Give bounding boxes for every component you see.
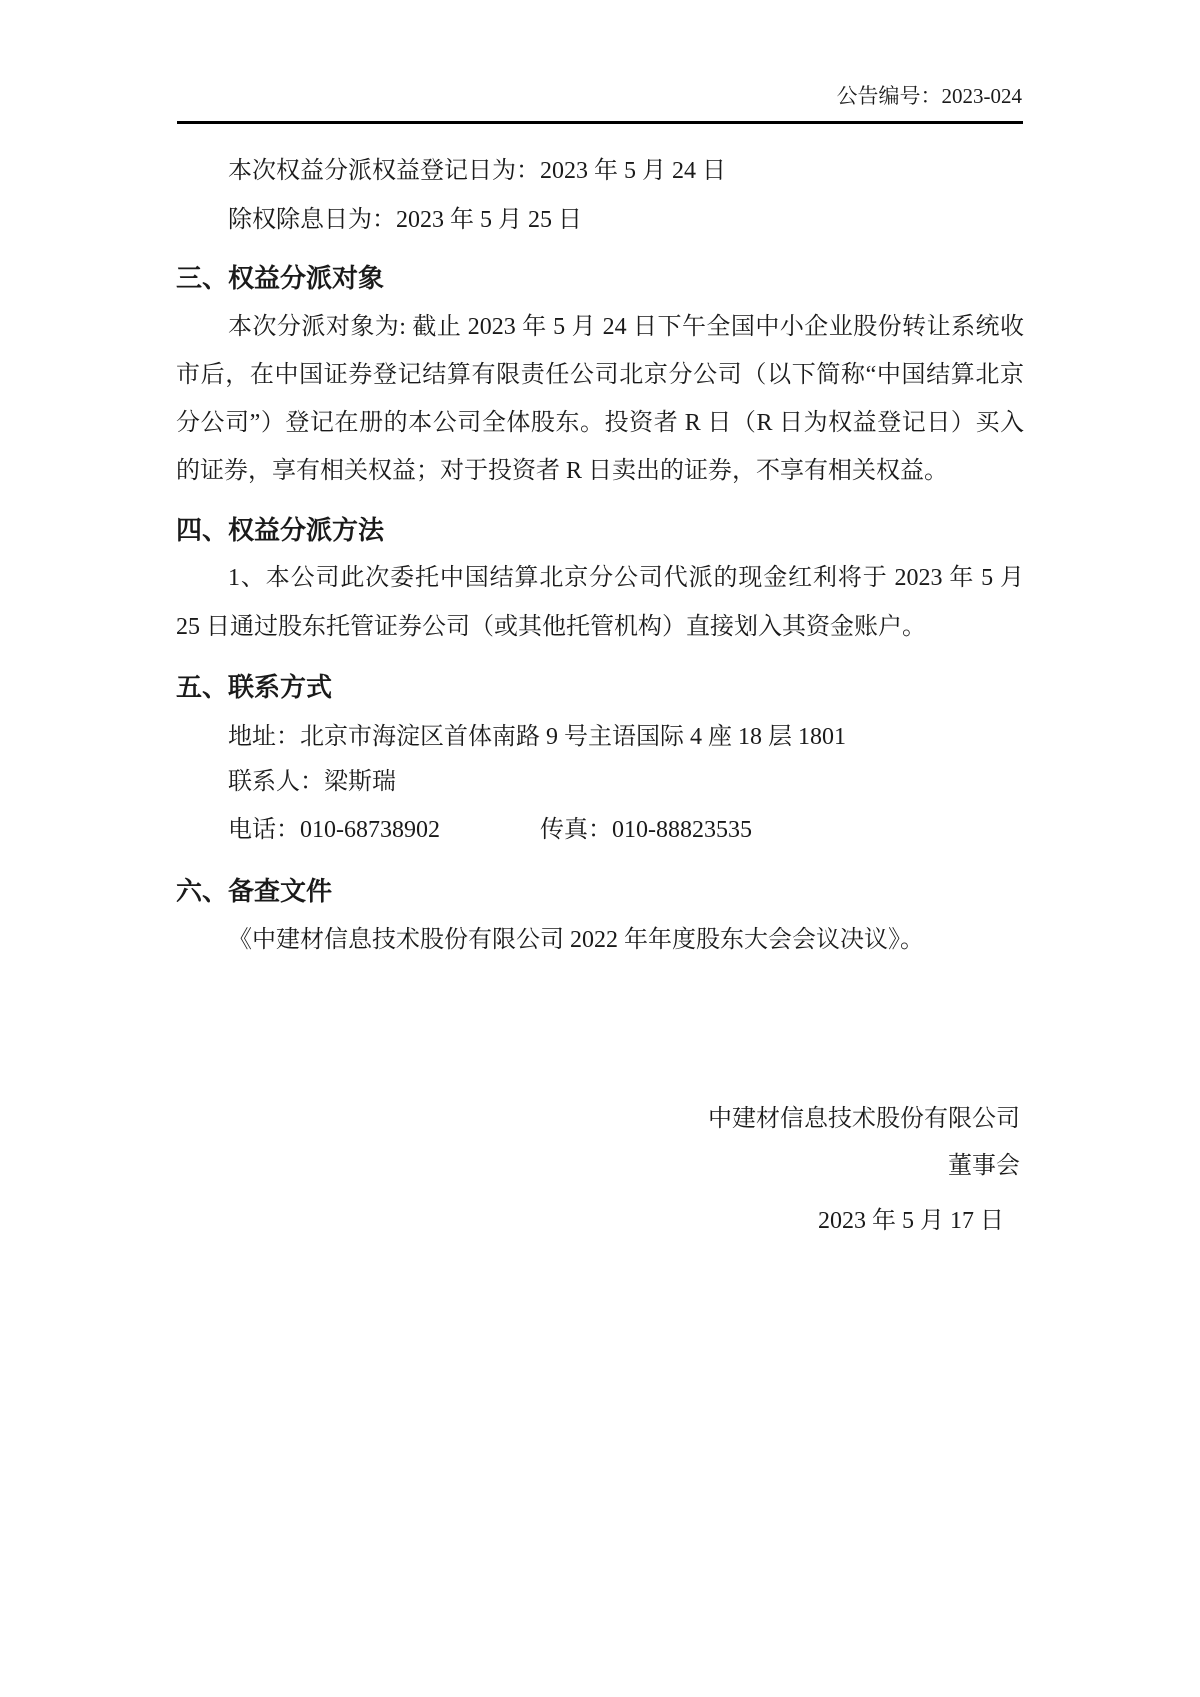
address-line: 地址：北京市海淀区首体南路 9 号主语国际 4 座 18 层 1801 — [228, 724, 846, 750]
section-4-line-1: 1、本公司此次委托中国结算北京分公司代派的现金红利将于 2023 年 5 月 — [228, 565, 1024, 591]
section-3-line-1: 本次分派对象为: 截止 2023 年 5 月 24 日下午全国中小企业股份转让系统收 — [228, 314, 1024, 340]
section-4-heading: 四、权益分派方法 — [176, 515, 385, 545]
record-date-line: 本次权益分派权益登记日为：2023 年 5 月 24 日 — [228, 158, 726, 184]
fax-number: 传真：010-88823535 — [540, 817, 752, 843]
section-5-heading: 五、联系方式 — [176, 672, 333, 702]
section-4-line-2: 25 日通过股东托管证券公司（或其他托管机构）直接划入其资金账户。 — [176, 614, 926, 640]
ex-dividend-date-line: 除权除息日为：2023 年 5 月 25 日 — [228, 207, 582, 233]
contact-person-line: 联系人：梁斯瑞 — [228, 769, 396, 795]
header-divider — [177, 121, 1023, 124]
section-6-heading: 六、备查文件 — [176, 876, 333, 906]
phone-number: 电话：010-68738902 — [228, 817, 440, 843]
section-3-line-3: 分公司”）登记在册的本公司全体股东。投资者 R 日（R 日为权益登记日）买入 — [176, 410, 1024, 436]
signature-board: 董事会 — [948, 1153, 1020, 1179]
signature-date: 2023 年 5 月 17 日 — [818, 1208, 1004, 1234]
section-3-line-4: 的证券，享有相关权益；对于投资者 R 日卖出的证券，不享有相关权益。 — [176, 458, 949, 484]
phone-fax-line — [176, 806, 1024, 854]
reference-document-line: 《中建材信息技术股份有限公司 2022 年年度股东大会会议决议》。 — [228, 927, 924, 953]
section-3-line-2: 市后，在中国证券登记结算有限责任公司北京分公司（以下简称“中国结算北京 — [176, 362, 1024, 388]
section-3-heading: 三、权益分派对象 — [176, 263, 385, 293]
signature-company: 中建材信息技术股份有限公司 — [708, 1106, 1020, 1132]
announcement-number: 公告编号：2023-024 — [836, 84, 1022, 108]
